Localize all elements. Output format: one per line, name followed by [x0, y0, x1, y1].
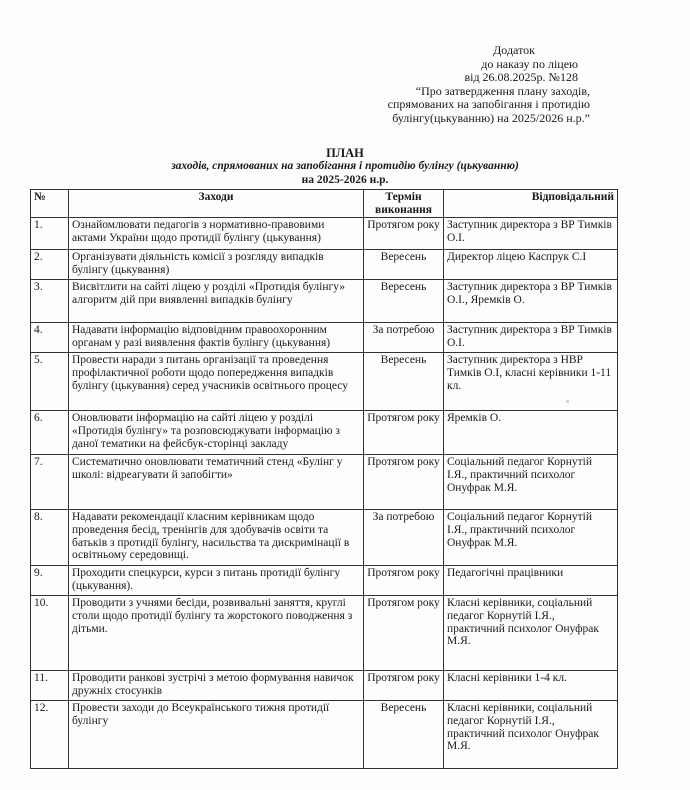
row-responsible: Класні керівники 1-4 кл.: [444, 671, 618, 701]
row-responsible: Заступник директора з ВР Тимків О.І.: [444, 218, 618, 250]
appendix-order-ref: до наказу по ліцею: [481, 56, 578, 71]
appendix-label: Додаток: [493, 43, 535, 57]
header-num: №: [31, 190, 69, 218]
row-term: Протягом року: [364, 218, 444, 250]
row-term: Вересень: [364, 250, 444, 280]
row-num: 3.: [31, 280, 69, 323]
appendix-order-title-3: булінгу(цькуванню) на 2025/2026 н.р.”: [392, 110, 590, 125]
row-term: Вересень: [364, 280, 444, 323]
table-row: [31, 671, 618, 701]
header-term: Термін виконання: [364, 190, 444, 218]
row-measure: Систематично оновлювати тематичний стенд «Булінг у школі: відреагувати й запобігти»: [69, 455, 364, 510]
row-measure: Провести наради з питань організації та проведення профілактичної роботи щодо попередження випадків булінгу (цькування) серед учасників освітнього процесу: [69, 353, 364, 411]
table-row: [31, 250, 618, 280]
row-responsible: Заступник директора з ВР Тимків О.І.: [444, 323, 618, 353]
row-term: Протягом року: [364, 455, 444, 510]
header-responsible: Відповідальний: [444, 190, 618, 218]
row-num: 2.: [31, 250, 69, 280]
document-period: на 2025-2026 н.р.: [301, 174, 389, 186]
row-responsible: Яремків О.: [444, 411, 618, 455]
table-header-row: [31, 190, 618, 218]
row-num: 10.: [31, 596, 69, 671]
scan-artifact: [566, 400, 569, 403]
document-subtitle: заходів, спрямованих на запобігання і протидію булінгу (цькуванню): [171, 160, 519, 172]
header-measures: Заходи: [69, 190, 364, 218]
table-row: [31, 566, 618, 596]
row-num: 9.: [31, 566, 69, 596]
appendix-header: [380, 44, 590, 125]
row-num: 11.: [31, 671, 69, 701]
table-row: [31, 353, 618, 411]
row-measure: Надавати рекомендації класним керівникам щодо проведення бесід, тренінгів для здобувачів освіти та батьків з протидії булінгу, насильства та дискримінації в освітньому середовищі.: [69, 510, 364, 566]
row-term: Вересень: [364, 353, 444, 411]
row-responsible: Соціальний педагог Корнутій І.Я., практичний психолог Онуфрак М.Я.: [444, 510, 618, 566]
row-responsible: Директор ліцею Каспрук С.І: [444, 250, 618, 280]
row-num: 6.: [31, 411, 69, 455]
row-responsible: Заступник директора з НВР Тимків О.І, класні керівники 1-11 кл.: [444, 353, 618, 411]
row-num: 8.: [31, 510, 69, 566]
table-row: [31, 701, 618, 769]
row-num: 7.: [31, 455, 69, 510]
row-term: За потребою: [364, 510, 444, 566]
row-measure: Надавати інформацію відповідним правоохоронним органам у разі виявлення фактів булінгу (цькування): [69, 323, 364, 353]
row-measure: Висвітлити на сайті ліцею у розділі «Протидія булінгу» алгоритм дій при виявленні випадків булінгу: [69, 280, 364, 323]
row-responsible: Класні керівники, соціальний педагог Корнутій І.Я., практичний психолог Онуфрак М.Я.: [444, 701, 618, 769]
row-measure: Оновлювати інформацію на сайті ліцею у розділі «Протидія булінгу» та розповсюджувати інформацію з даної тематики на фейсбук-сторінці закладу: [69, 411, 364, 455]
document-title: ПЛАН: [326, 146, 364, 160]
row-measure: Проходити спецкурси, курси з питань протидії булінгу (цькування).: [69, 566, 364, 596]
row-measure: Проводити з учнями бесіди, розвивальні заняття, круглі столи щодо протидії булінгу та жорстокого поводження з дітьми.: [69, 596, 364, 671]
row-num: 12.: [31, 701, 69, 769]
row-responsible: Заступник директора з ВР Тимків О.І., Яремків О.: [444, 280, 618, 323]
row-responsible: Соціальний педагог Корнутій І.Я., практичний психолог Онуфрак М.Я.: [444, 455, 618, 510]
row-term: За потребою: [364, 323, 444, 353]
row-measure: Провести заходи до Всеукраїнського тижня протидії булінгу: [69, 701, 364, 769]
row-responsible: Класні керівники, соціальний педагог Корнутій І.Я., практичний психолог Онуфрак М.Я.: [444, 596, 618, 671]
table-row: [31, 411, 618, 455]
row-term: Протягом року: [364, 411, 444, 455]
row-responsible: Педагогічні працівники: [444, 566, 618, 596]
table-row: [31, 510, 618, 566]
table-row: [31, 323, 618, 353]
row-num: 4.: [31, 323, 69, 353]
appendix-order-title-2: спрямованих на запобігання і протидію: [387, 97, 590, 111]
table-row: [31, 218, 618, 250]
measures-table: [30, 189, 618, 769]
row-num: 5.: [31, 353, 69, 411]
row-measure: Проводити ранкові зустрічі з метою формування навичок дружніх стосунків: [69, 671, 364, 701]
row-measure: Організувати діяльність комісії з розгляду випадків булінгу (цькування): [69, 250, 364, 280]
row-term: Протягом року: [364, 566, 444, 596]
table-row: [31, 280, 618, 323]
row-term: Протягом року: [364, 671, 444, 701]
table-row: [31, 455, 618, 510]
appendix-order-date: від 26.08.2025р. №128: [464, 70, 578, 84]
table-row: [31, 596, 618, 671]
appendix-order-title-1: “Про затвердження плану заходів,: [415, 83, 590, 98]
table-body: [31, 218, 618, 769]
row-term: Вересень: [364, 701, 444, 769]
row-measure: Ознайомлювати педагогів з нормативно-правовими актами України щодо протидії булінгу (цькування): [69, 218, 364, 250]
row-num: 1.: [31, 218, 69, 250]
row-term: Протягом року: [364, 596, 444, 671]
